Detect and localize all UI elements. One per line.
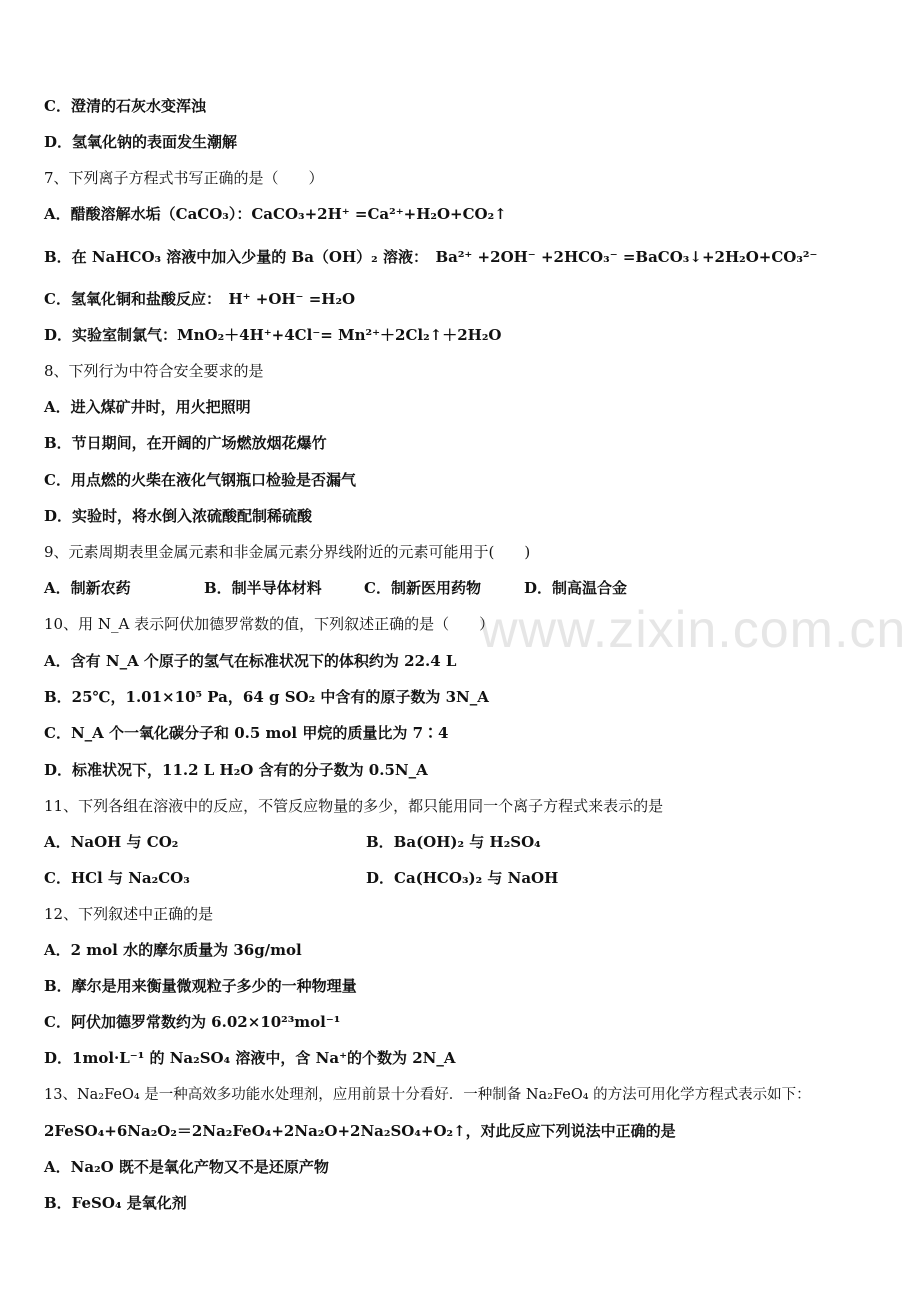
q9-option-c: C．制新医用药物 xyxy=(364,579,481,597)
q8-stem: 8、下列行为中符合安全要求的是 xyxy=(44,362,264,380)
q13-option-a: A．Na₂O 既不是氧化产物又不是还原产物 xyxy=(44,1158,329,1176)
q6-option-c: C．澄清的石灰水变浑浊 xyxy=(44,97,206,115)
q7-option-c: C．氢氧化铜和盐酸反应： H⁺ +OH⁻ =H₂O xyxy=(44,290,356,308)
q12-option-d: D．1mol·L⁻¹ 的 Na₂SO₄ 溶液中，含 Na⁺的个数为 2N_A xyxy=(44,1049,456,1067)
q13-equation: 2FeSO₄+6Na₂O₂＝2Na₂FeO₄+2Na₂O+2Na₂SO₄+O₂↑，对此反应下列说法中正确的是 xyxy=(44,1122,676,1140)
q10-option-d: D．标准状况下，11.2 L H₂O 含有的分子数为 0.5N_A xyxy=(44,761,428,779)
q11-option-a: A．NaOH 与 CO₂ xyxy=(44,833,179,851)
q11-stem: 11、下列各组在溶液中的反应，不管反应物量的多少，都只能用同一个离子方程式来表示的是 xyxy=(44,797,664,815)
q11-option-c: C．HCl 与 Na₂CO₃ xyxy=(44,869,190,887)
watermark: www.zixin.com.cn xyxy=(480,601,907,659)
q12-option-c: C．阿伏加德罗常数约为 6.02×10²³mol⁻¹ xyxy=(44,1013,341,1031)
q9-option-a: A．制新农药 xyxy=(44,579,131,597)
q13-option-b: B．FeSO₄ 是氧化剂 xyxy=(44,1194,187,1212)
q9-option-d: D．制高温合金 xyxy=(524,579,628,597)
q13-stem: 13、Na₂FeO₄ 是一种高效多功能水处理剂，应用前景十分看好．一种制备 Na₂FeO₄ 的方法可用化学方程式表示如下： xyxy=(44,1087,811,1103)
q8-option-b: B．节日期间，在开阔的广场燃放烟花爆竹 xyxy=(44,434,327,452)
q7-stem: 7、下列离子方程式书写正确的是（ ） xyxy=(44,169,324,187)
q12-option-b: B．摩尔是用来衡量微观粒子多少的一种物理量 xyxy=(44,977,357,995)
q8-option-a: A．进入煤矿井时，用火把照明 xyxy=(44,398,251,416)
q11-option-b: B．Ba(OH)₂ 与 H₂SO₄ xyxy=(366,833,541,851)
q7-option-a: A．醋酸溶解水垢（CaCO₃）：CaCO₃+2H⁺ =Ca²⁺+H₂O+CO₂↑ xyxy=(44,205,507,223)
q9-stem: 9、元素周期表里金属元素和非金属元素分界线附近的元素可能用于( ) xyxy=(44,543,531,561)
q7-option-d: D．实验室制氯气：MnO₂＋4H⁺+4Cl⁻= Mn²⁺＋2Cl₂↑＋2H₂O xyxy=(44,326,502,344)
q10-option-c: C．N_A 个一氧化碳分子和 0.5 mol 甲烷的质量比为 7∶4 xyxy=(44,724,449,742)
q10-stem: 10、用 N_A 表示阿伏加德罗常数的值，下列叙述正确的是（ ） xyxy=(44,615,495,633)
q10-option-a: A．含有 N_A 个原子的氢气在标准状况下的体积约为 22.4 L xyxy=(44,652,457,670)
q12-stem: 12、下列叙述中正确的是 xyxy=(44,905,214,923)
q12-option-a: A．2 mol 水的摩尔质量为 36g/mol xyxy=(44,941,302,959)
q6-option-d: D．氢氧化钠的表面发生潮解 xyxy=(44,133,238,151)
q11-option-d: D．Ca(HCO₃)₂ 与 NaOH xyxy=(366,869,559,887)
q10-option-b: B．25℃，1.01×10⁵ Pa，64 g SO₂ 中含有的原子数为 3N_A xyxy=(44,688,489,706)
q7-option-b: B．在 NaHCO₃ 溶液中加入少量的 Ba（OH）₂ 溶液： Ba²⁺ +2OH⁻ +2HCO₃⁻ =BaCO₃↓+2H₂O+CO₃²⁻ xyxy=(44,248,818,266)
q8-option-c: C．用点燃的火柴在液化气钢瓶口检验是否漏气 xyxy=(44,471,356,489)
q9-option-b: B．制半导体材料 xyxy=(204,579,322,597)
q8-option-d: D．实验时，将水倒入浓硫酸配制稀硫酸 xyxy=(44,507,313,525)
